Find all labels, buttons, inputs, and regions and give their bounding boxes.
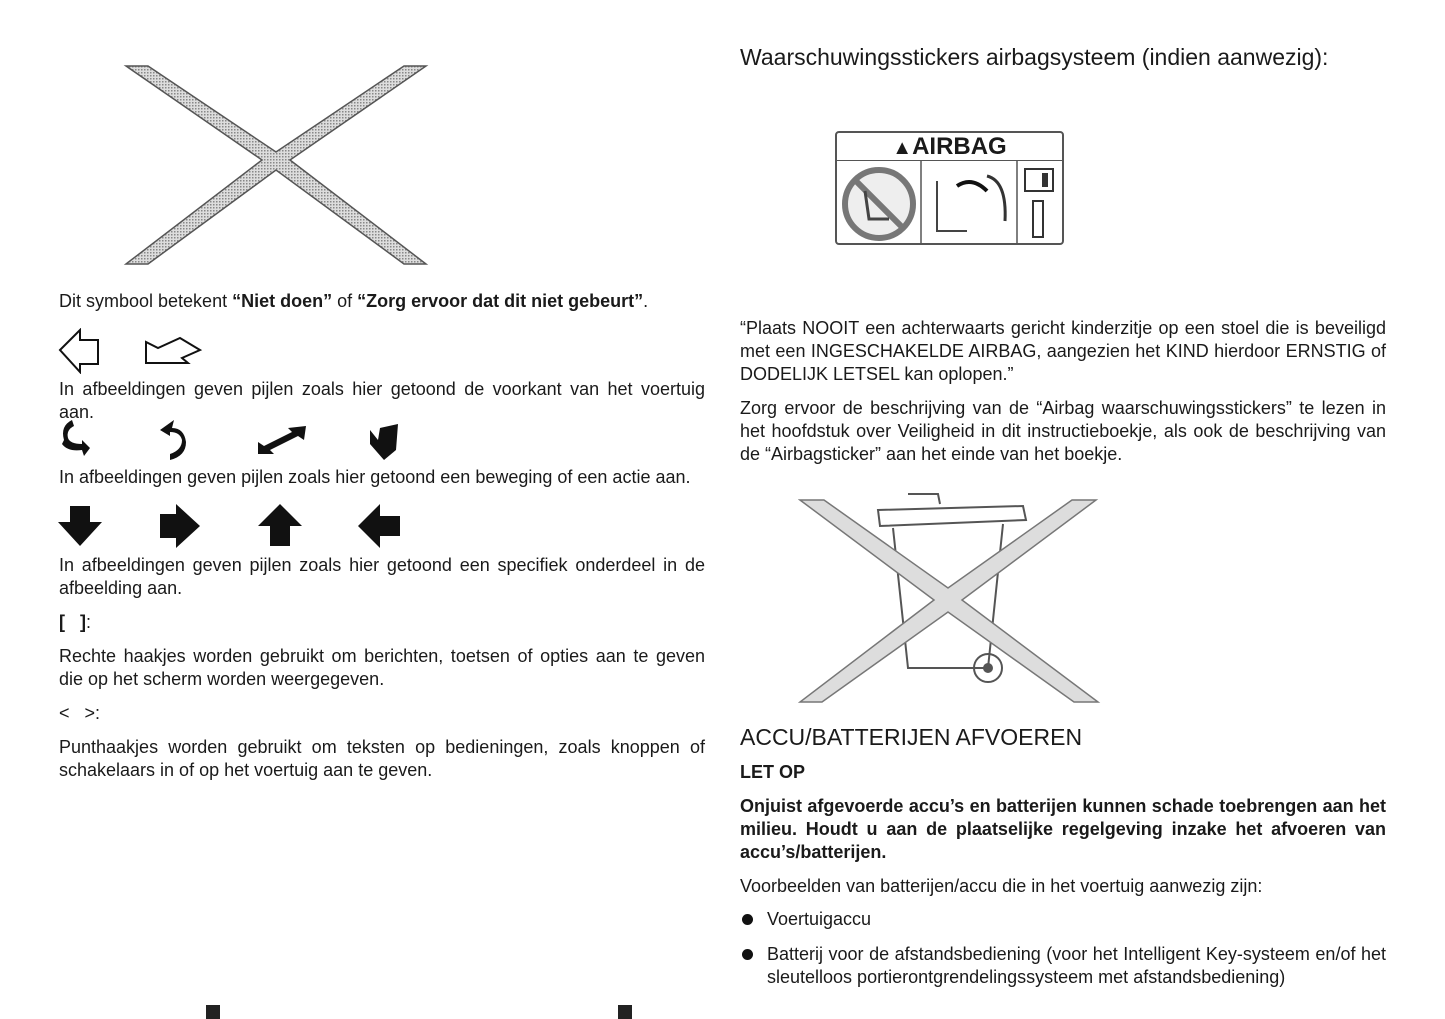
airbag-deploy-icon (937, 176, 1005, 231)
arrow-right-icon (160, 504, 200, 548)
angle-brackets-text: Punthaakjes worden gebruikt om teksten op bedieningen, zoals knoppen of schakelaars in of op het voertuig aan te geven. (59, 737, 705, 780)
no-child-seat-icon (845, 170, 913, 238)
front-arrow-left-icon (60, 330, 98, 372)
square-brackets-label: [ ]: (59, 612, 92, 632)
read-manual-icon (1025, 169, 1053, 237)
square-brackets-text: Rechte haakjes worden gebruikt om berichten, toetsen of opties aan te geven die op het scherm worden weergegeven. (59, 646, 705, 689)
front-arrows (58, 328, 208, 374)
examples-intro: Voorbeelden van batterijen/accu die in het voertuig aanwezig zijn: (740, 876, 1263, 896)
caution-label: LET OP (740, 762, 806, 782)
arrow-up-icon (258, 504, 302, 546)
arrow-down-icon (58, 506, 102, 546)
push-arrow-icon (370, 424, 398, 460)
arrow-left-icon (358, 504, 400, 548)
airbag-title: Waarschuwingsstickers airbagsysteem (indien aanwezig): (740, 44, 1329, 70)
front-arrow-perspective-icon (146, 338, 200, 363)
part-arrows-text: In afbeeldingen geven pijlen zoals hier getoond een specifiek onderdeel in de afbeelding aan. (59, 555, 705, 598)
airbag-note: Zorg ervoor de beschrijving van de “Airbag waarschuwingsstickers” te lezen in het hoofdstuk over Veiligheid in dit instructieboekje, als ook de beschrijving van de “Airbagsticker” aan het einde van het boekje. (740, 398, 1386, 464)
airbag-quote: “Plaats NOOIT een achterwaarts gericht kinderzitje op een stoel die is beveiligd met een INGESCHAKELDE AIRBAG, aangezien het KIND hierdoor ERNSTIG of DODELIJK LETSEL kan oplopen.” (740, 318, 1386, 384)
diagonal-double-arrow-icon (258, 426, 306, 454)
battery-examples-list (740, 908, 1386, 1001)
list-item: Batterij voor de afstandsbediening (voor het Intelligent Key-systeem en/of het sleutelloos portierontgrendelingssysteem met afstandsbediening) (740, 943, 1386, 989)
crossed-out-wheelie-bin-icon (798, 488, 1102, 706)
do-not-x-symbol (120, 60, 432, 270)
no-symbol-text: Dit symbool betekent “Niet doen” of “Zorg ervoor dat dit niet gebeurt”. (59, 291, 649, 311)
caution-text: Onjuist afgevoerde accu’s en batterijen kunnen schade toebrengen aan het milieu. Houdt u aan de plaatselijke regelgeving inzake het afvoeren van accu’s/batterijen. (740, 796, 1386, 862)
airbag-warning-sticker (835, 131, 1064, 245)
rotate-arrow-icon (62, 420, 90, 456)
motion-arrows (58, 416, 408, 462)
crop-mark (618, 1005, 632, 1019)
front-arrows-text: In afbeeldingen geven pijlen zoals hier getoond de voorkant van het voertuig aan. (59, 379, 705, 422)
sticker-pictograms (837, 161, 1062, 244)
warning-triangle-icon: ▲ (892, 137, 913, 159)
angle-brackets-label: < >: (59, 703, 101, 723)
part-arrows (58, 504, 408, 550)
crop-mark (206, 1005, 220, 1019)
battery-heading: ACCU/BATTERIJEN AFVOEREN (740, 724, 1083, 750)
rotate-back-arrow-icon (160, 420, 186, 460)
sticker-header: ▲AIRBAG (837, 133, 1062, 161)
motion-arrows-text: In afbeeldingen geven pijlen zoals hier getoond een beweging of een actie aan. (59, 467, 691, 487)
list-item: Voertuigaccu (740, 908, 1386, 931)
